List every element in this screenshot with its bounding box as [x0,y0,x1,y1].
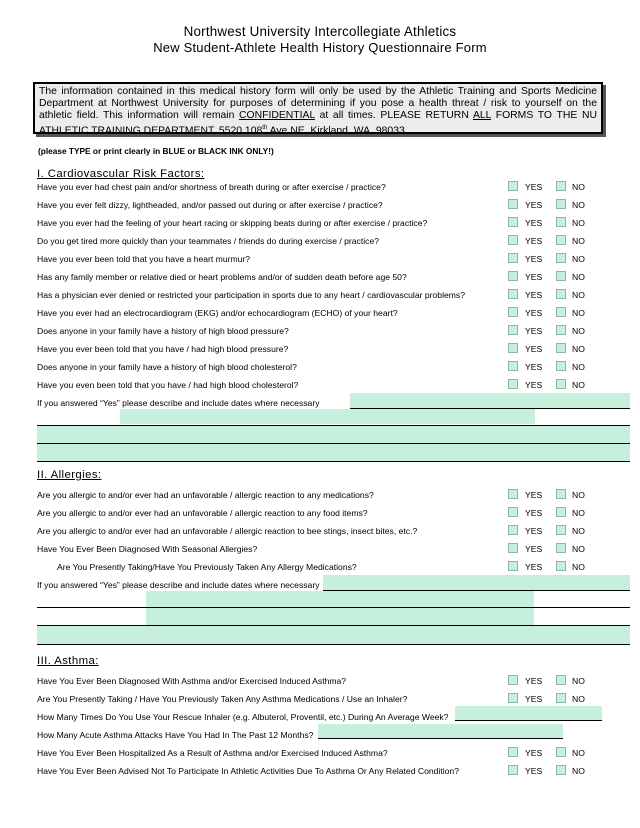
question-label: Has a physician ever denied or restricted your participation in sports due to any heart / cardiovascular problems? [37,290,465,300]
no-label: NO [572,362,585,372]
yes-checkbox[interactable] [508,507,518,517]
question-label: Have you ever had chest pain and/or shortness of breath during or after exercise / practice? [37,182,386,192]
yes-label: YES [525,508,543,518]
form-title: Northwest University Intercollegiate Athletics [183,24,457,39]
yes-checkbox[interactable] [508,489,518,499]
no-checkbox[interactable] [556,199,566,209]
yes-label: YES [525,676,543,686]
divider [37,644,630,645]
describe-label: If you answered “Yes” please describe and include dates where necessary [37,580,320,590]
question-label: Have you ever been told that you have / had high blood pressure? [37,344,289,354]
no-checkbox[interactable] [556,525,566,535]
divider [37,461,630,462]
no-label: NO [572,508,585,518]
no-label: NO [572,544,585,554]
yes-label: YES [525,200,543,210]
yes-label: YES [525,218,543,228]
yes-checkbox[interactable] [508,289,518,299]
no-label: NO [572,254,585,264]
no-label: NO [572,766,585,776]
question-label: Have you ever had the feeling of your heart racing or skipping beats during or after exercise / practice? [37,218,428,228]
cardio-describe-field-4[interactable] [37,444,630,461]
no-label: NO [572,380,585,390]
no-checkbox[interactable] [556,217,566,227]
allergies-describe-field-2[interactable] [146,591,534,607]
no-checkbox[interactable] [556,675,566,685]
yes-label: YES [525,308,543,318]
question-label: Have You Ever Been Diagnosed With Seasonal Allergies? [37,544,258,554]
no-label: NO [572,200,585,210]
no-checkbox[interactable] [556,271,566,281]
question-label: Are you allergic to and/or ever had an unfavorable / allergic reaction to bee stings, insect bites, etc.? [37,526,418,536]
yes-checkbox[interactable] [508,525,518,535]
yes-label: YES [525,254,543,264]
question-label: Have You Ever Been Hospitalized As a Result of Asthma and/or Exercised Induced Asthma? [37,748,388,758]
no-label: NO [572,182,585,192]
no-label: NO [572,326,585,336]
yes-label: YES [525,236,543,246]
question-label: How Many Times Do You Use Your Rescue Inhaler (e.g. Albuterol, Proventil, etc.) During An Average Week? [37,712,449,722]
question-label: Do you get tired more quickly than your teammates / friends do during exercise / practice? [37,236,380,246]
no-checkbox[interactable] [556,235,566,245]
yes-label: YES [525,362,543,372]
allergies-describe-field-4[interactable] [37,626,630,644]
question-label: How Many Acute Asthma Attacks Have You Had In The Past 12 Months? [37,730,314,740]
yes-checkbox[interactable] [508,235,518,245]
yes-label: YES [525,380,543,390]
yes-checkbox[interactable] [508,379,518,389]
no-checkbox[interactable] [556,489,566,499]
yes-label: YES [525,544,543,554]
no-checkbox[interactable] [556,561,566,571]
yes-checkbox[interactable] [508,343,518,353]
cardio-describe-field[interactable] [350,393,630,408]
yes-checkbox[interactable] [508,765,518,775]
no-checkbox[interactable] [556,507,566,517]
question-label: Has any family member or relative died or heart problems and/or of sudden death before age 50? [37,272,407,282]
allergies-describe-field-3[interactable] [146,608,534,625]
asthma-attacks-field[interactable] [318,724,563,738]
allergies-describe-field[interactable] [323,575,630,590]
no-label: NO [572,676,585,686]
cardio-describe-field-2[interactable] [120,409,535,424]
yes-label: YES [525,326,543,336]
question-label: Does anyone in your family have a history of high blood pressure? [37,326,289,336]
yes-checkbox[interactable] [508,747,518,757]
no-checkbox[interactable] [556,747,566,757]
yes-label: YES [525,694,543,704]
yes-checkbox[interactable] [508,181,518,191]
no-checkbox[interactable] [556,253,566,263]
yes-label: YES [525,490,543,500]
question-label: Have you ever been told that you have a heart murmur? [37,254,251,264]
yes-checkbox[interactable] [508,675,518,685]
yes-label: YES [525,182,543,192]
section-asthma-title: III. Asthma: [37,655,99,667]
yes-checkbox[interactable] [508,561,518,571]
question-label: Have you ever had an electrocardiogram (EKG) and/or echocardiogram (ECHO) of your heart? [37,308,398,318]
no-label: NO [572,526,585,536]
no-checkbox[interactable] [556,379,566,389]
yes-checkbox[interactable] [508,307,518,317]
question-label: Have you ever felt dizzy, lightheaded, and/or passed out during or after exercise / practice? [37,200,383,210]
yes-label: YES [525,290,543,300]
no-checkbox[interactable] [556,289,566,299]
yes-checkbox[interactable] [508,543,518,553]
confidentiality-notice: The information contained in this medical history form will only be used by the Athletic Training and Sports Medicine Department at Northwest University for purposes of determining if you pose a health threat / risk to yourself on the athletic field. This information will remain CONFIDENTIAL at all times. PLEASE RETURN ALL FORMS TO THE NU ATHLETIC TRAINING DEPARTMENT, 5520 108th Ave NE, Kirkland, WA, 98033. [33,82,603,134]
inhaler-uses-field[interactable] [455,706,602,720]
instructions: (please TYPE or print clearly in BLUE or BLACK INK ONLY!) [38,146,274,156]
cardio-describe-field-3[interactable] [37,426,630,443]
no-checkbox[interactable] [556,307,566,317]
yes-checkbox[interactable] [508,253,518,263]
no-label: NO [572,344,585,354]
section-allergies-title: II. Allergies: [37,469,102,481]
question-label: Have You Ever Been Advised Not To Participate In Athletic Activities Due To Asthma Or Any Related Condition? [37,766,459,776]
no-label: NO [572,694,585,704]
no-checkbox[interactable] [556,343,566,353]
section-cardio-title: I. Cardiovascular Risk Factors: [37,168,205,180]
question-label: Have you even been told that you have / had high blood cholesterol? [37,380,299,390]
no-label: NO [572,748,585,758]
yes-label: YES [525,526,543,536]
no-checkbox[interactable] [556,693,566,703]
question-label: Does anyone in your family have a history of high blood cholesterol? [37,362,297,372]
no-checkbox[interactable] [556,543,566,553]
yes-label: YES [525,748,543,758]
no-label: NO [572,308,585,318]
yes-label: YES [525,562,543,572]
no-label: NO [572,218,585,228]
no-label: NO [572,290,585,300]
no-checkbox[interactable] [556,765,566,775]
no-label: NO [572,272,585,282]
question-label: Are you allergic to and/or ever had an unfavorable / allergic reaction to any food items? [37,508,368,518]
no-label: NO [572,562,585,572]
yes-checkbox[interactable] [508,325,518,335]
yes-label: YES [525,344,543,354]
question-label: Have You Ever Been Diagnosed With Asthma and/or Exercised Induced Asthma? [37,676,347,686]
yes-checkbox[interactable] [508,693,518,703]
divider [455,720,602,721]
no-checkbox[interactable] [556,181,566,191]
yes-checkbox[interactable] [508,199,518,209]
yes-label: YES [525,272,543,282]
yes-checkbox[interactable] [508,361,518,371]
describe-label: If you answered “Yes” please describe and include dates where necessary [37,398,320,408]
divider [318,738,563,739]
no-checkbox[interactable] [556,325,566,335]
yes-label: YES [525,766,543,776]
no-checkbox[interactable] [556,361,566,371]
question-label: Are you allergic to and/or ever had an unfavorable / allergic reaction to any medications? [37,490,374,500]
yes-checkbox[interactable] [508,271,518,281]
yes-checkbox[interactable] [508,217,518,227]
no-label: NO [572,236,585,246]
question-label: Are You Presently Taking/Have You Previously Taken Any Allergy Medications? [57,562,357,572]
form-subtitle: New Student-Athlete Health History Questionnaire Form [153,40,487,55]
no-label: NO [572,490,585,500]
question-label: Are You Presently Taking / Have You Previously Taken Any Asthma Medications / Use an Inhaler? [37,694,408,704]
